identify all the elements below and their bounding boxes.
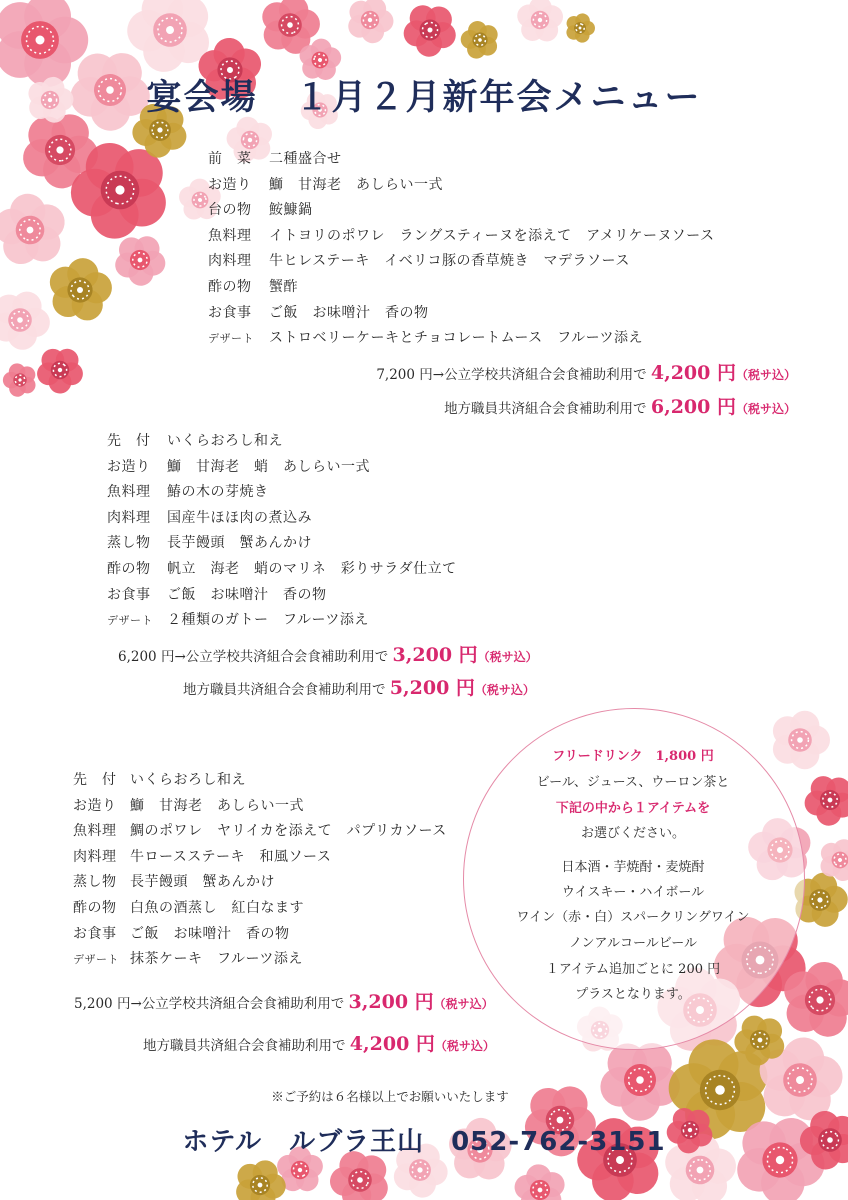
menu-row: 酢の物 蟹酢 xyxy=(208,278,298,295)
plum-flower xyxy=(111,230,171,291)
free-drink-option: ワイン（赤・白）スパークリングワイン xyxy=(516,910,750,925)
menu-row: 肉料理 国産牛ほほ肉の煮込み xyxy=(107,509,312,526)
menu-row: デザート 抹茶ケーキ フルーツ添え xyxy=(73,951,303,968)
menu-row: 先 付 いくらおろし和え xyxy=(73,772,246,788)
menu-row: 酢の物 白魚の酒蒸し 紅白なます xyxy=(73,899,304,916)
menu-row: お食事 ご飯 お味噌汁 香の物 xyxy=(107,586,327,603)
page-title: 宴会場 １月２月新年会メニュー xyxy=(146,78,702,118)
free-drink-line: お選びください。 xyxy=(580,826,685,841)
menu-row: お造り 鰤 甘海老 蛸 あしらい一式 xyxy=(107,458,370,475)
menu-row: 魚料理 イトヨリのポワレ ラングスティーヌを添えて アメリケーヌソース xyxy=(208,227,715,244)
menu-row: 蒸し物 長芋饅頭 蟹あんかけ xyxy=(73,874,275,891)
tax-note: （税サ込） xyxy=(434,1039,495,1053)
price: 3,200 円 xyxy=(348,991,434,1013)
tax-note: （税サ込） xyxy=(477,650,538,664)
price: 5,200 円 xyxy=(389,677,475,699)
plum-flower xyxy=(394,0,465,64)
free-drink-option: 日本酒・芋焼酎・麦焼酎 xyxy=(561,860,705,875)
menu-row: 肉料理 牛ロースステーキ 和風ソース xyxy=(73,848,332,865)
course-3-price-line-2: 地方職員共済組合会食補助利用で 4,200 円（税サ込） xyxy=(143,1033,495,1055)
menu-row: 魚料理 鯛のポワレ ヤリイカを添えて パプリカソース xyxy=(73,823,447,840)
tax-note: （税サ込） xyxy=(433,997,494,1011)
menu-row: 前 菜 二種盛合せ xyxy=(208,151,342,167)
price: 4,200 円 xyxy=(650,362,736,384)
menu-row: お造り 鰤 甘海老 あしらい一式 xyxy=(73,797,304,814)
free-drink-option: ノンアルコールビール xyxy=(569,936,697,951)
free-drink-option: ウイスキー・ハイボール xyxy=(561,885,705,900)
plum-flower xyxy=(799,768,848,833)
menu-row: 魚料理 鰆の木の芽焼き xyxy=(107,484,269,501)
plum-flower xyxy=(29,338,92,401)
course-2-price-line-2: 地方職員共済組合会食補助利用で 5,200 円（税サ込） xyxy=(183,677,535,699)
price: 4,200 円 xyxy=(349,1033,435,1055)
menu-row: 先 付 いくらおろし和え xyxy=(107,433,283,449)
menu-row: 台の物 鮟鱇鍋 xyxy=(208,202,313,219)
price: 6,200 円 xyxy=(650,396,736,418)
course-2-price-line-1: 6,200 円→公立学校共済組合会食補助利用で 3,200 円（税サ込） xyxy=(118,644,538,666)
tax-note: （税サ込） xyxy=(735,402,796,416)
menu-row: 肉料理 牛ヒレステーキ イベリコ豚の香草焼き マデラソース xyxy=(208,253,630,270)
plum-flower xyxy=(0,282,57,360)
menu-row: デザート ２種類のガトー フルーツ添え xyxy=(107,612,369,629)
menu-row: デザート ストロベリーケーキとチョコレートムース フルーツ添え xyxy=(208,330,644,347)
tax-note: （税サ込） xyxy=(735,368,796,382)
menu-row: 酢の物 帆立 海老 蛸のマリネ 彩りサラダ仕立て xyxy=(107,560,457,577)
reservation-note: ※ご予約は６名様以上でお願いいたします xyxy=(271,1089,509,1104)
free-drink-line: 下記の中から１アイテムを xyxy=(555,801,711,816)
hotel-contact-footer: ホテル ルブラ王山 052-762-3151 xyxy=(182,1127,666,1157)
menu-row: お造り 鰤 甘海老 あしらい一式 xyxy=(208,176,443,193)
plum-flower xyxy=(457,16,503,61)
menu-row: お食事 ご飯 お味噌汁 香の物 xyxy=(73,925,290,942)
free-drink-extra: プラスとなります。 xyxy=(575,987,691,1002)
menu-row: 蒸し物 長芋饅頭 蟹あんかけ xyxy=(107,535,312,552)
course-1-menu xyxy=(208,147,714,352)
course-3-menu xyxy=(73,768,447,973)
course-1-price-line-1: 7,200 円→公立学校共済組合会食補助利用で 4,200 円（税サ込） xyxy=(376,362,796,384)
free-drink-line: ビール、ジュース、ウーロン茶と xyxy=(536,775,730,790)
plum-flower xyxy=(562,9,599,45)
free-drink-heading: フリードリンク 1,800 円 xyxy=(552,749,714,764)
course-1-price-line-2: 地方職員共済組合会食補助利用で 6,200 円（税サ込） xyxy=(444,396,796,418)
plum-flower xyxy=(510,1160,568,1200)
plum-flower xyxy=(337,0,401,51)
course-2-menu xyxy=(107,429,457,634)
menu-row: お食事 ご飯 お味噌汁 香の物 xyxy=(208,304,429,321)
plum-flower xyxy=(0,184,77,279)
plum-flower xyxy=(0,356,44,402)
free-drink-extra: １アイテム追加ごとに 200 円 xyxy=(545,962,721,977)
price: 3,200 円 xyxy=(392,644,478,666)
plum-flower xyxy=(516,0,563,42)
tax-note: （税サ込） xyxy=(474,683,535,697)
course-3-price-line-1: 5,200 円→公立学校共済組合会食補助利用で 3,200 円（税サ込） xyxy=(74,991,494,1013)
